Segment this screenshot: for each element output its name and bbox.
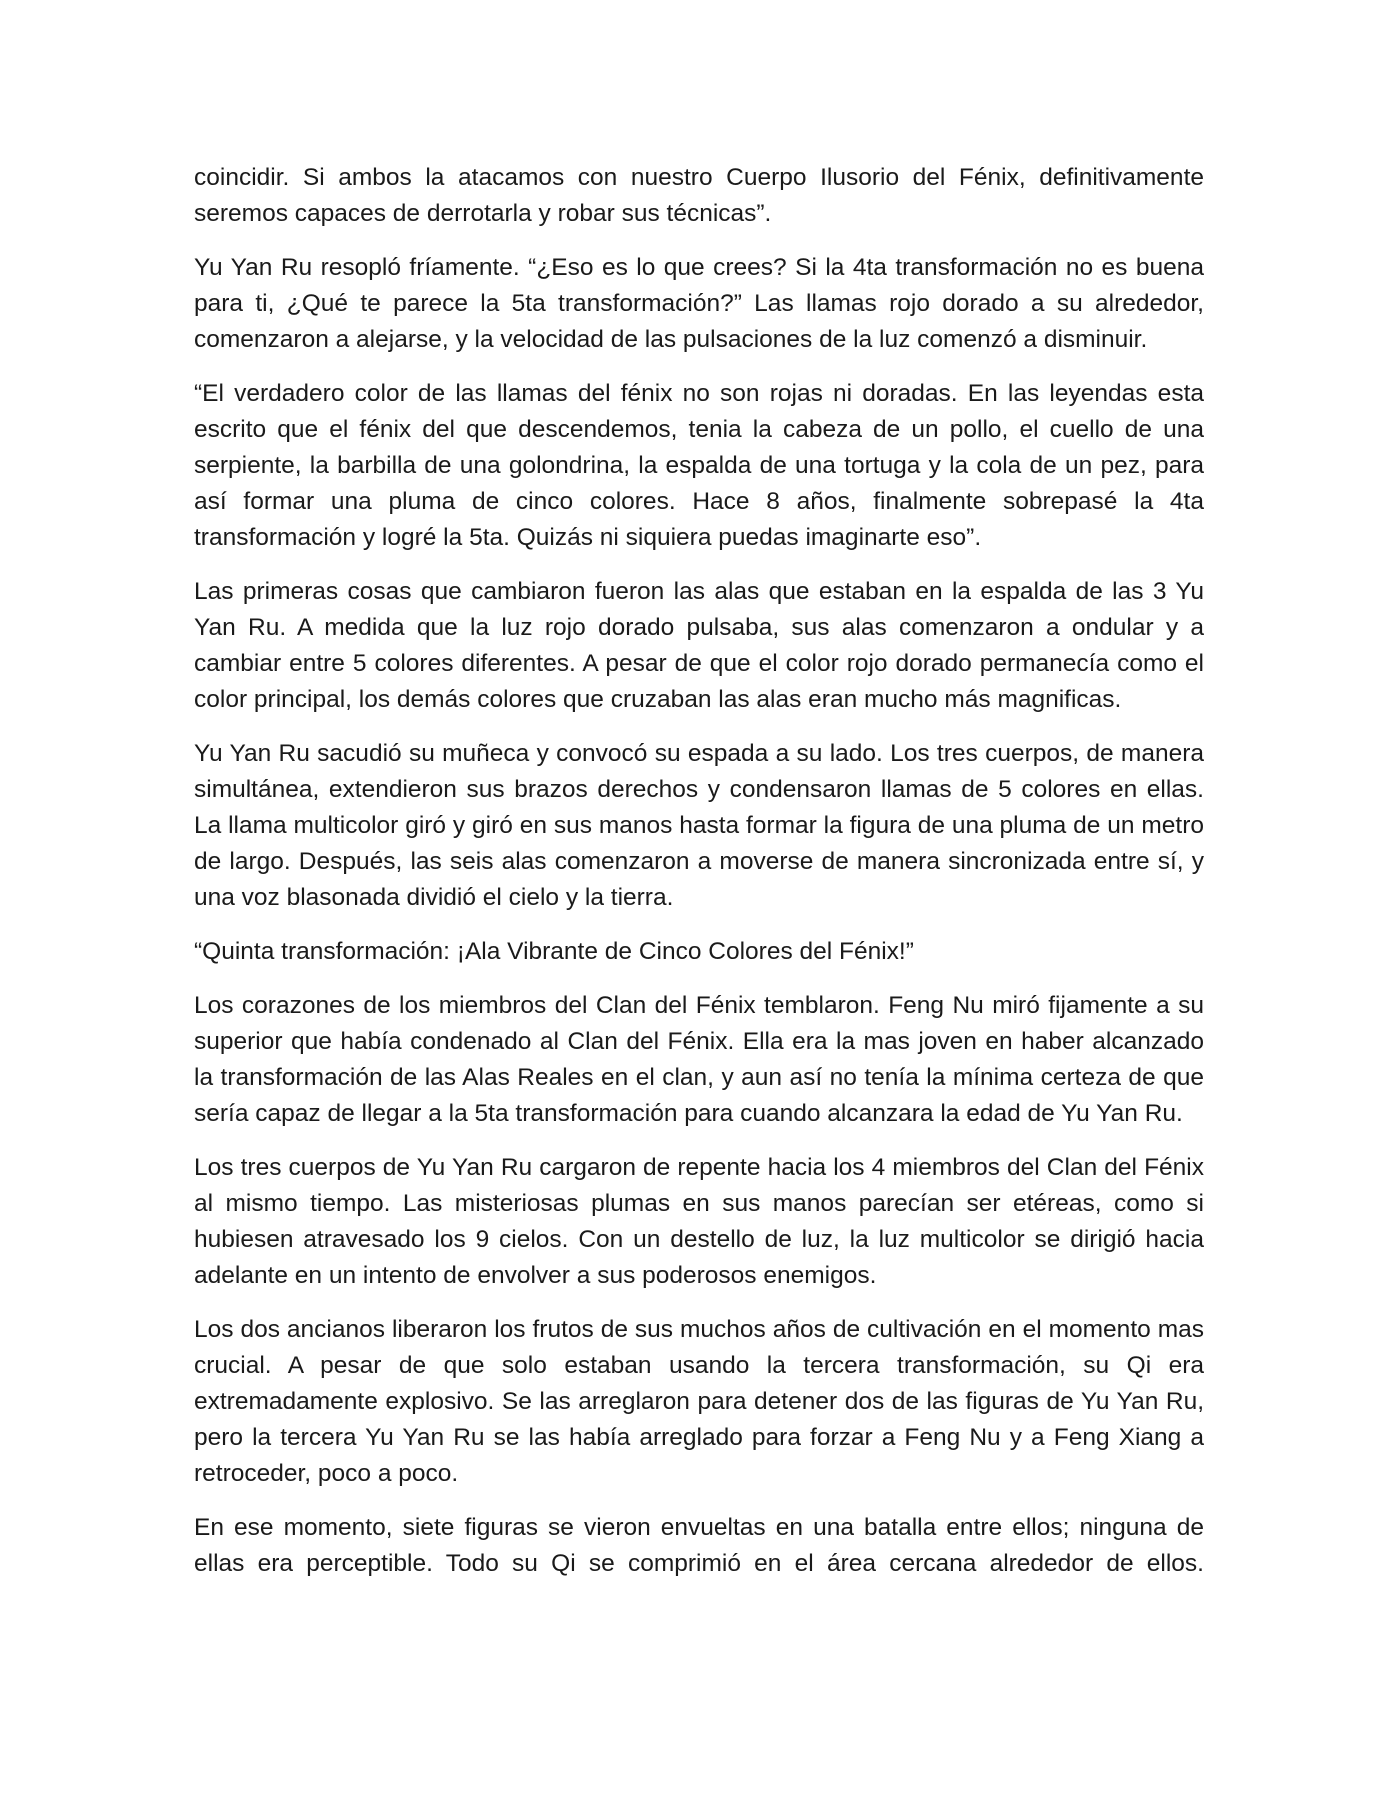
paragraph: En ese momento, siete figuras se vieron envueltas en una batalla entre ellos; ninguna de ellas era perceptible. Todo su Qi se comprimió en el área cercana alrededor de ellos. [194,1514,1204,1577]
paragraph: Yu Yan Ru resopló fríamente. “¿Eso es lo que crees? Si la 4ta transformación no es buena para ti, ¿Qué te parece la 5ta transformación?” Las llamas rojo dorado a su alrededor, comenzaron a alejarse, y la velocidad de las pulsaciones de la luz comenzó a disminuir. [194,254,1204,353]
paragraph: Las primeras cosas que cambiaron fueron las alas que estaban en la espalda de las 3 Yu Yan Ru. A medida que la luz rojo dorado pulsaba, sus alas comenzaron a ondular y a cambiar entre 5 colores diferentes. A pesar de que el color rojo dorado permanecía como el color principal, los demás colores que cruzaban las alas eran mucho más magnificas. [194,578,1204,713]
document-page [194,160,1204,1600]
paragraph: Los tres cuerpos de Yu Yan Ru cargaron de repente hacia los 4 miembros del Clan del Fénix al mismo tiempo. Las misteriosas plumas en sus manos parecían ser etéreas, como si hubiesen atravesado los 9 cielos. Con un destello de luz, la luz multicolor se dirigió hacia adelante en un intento de envolver a sus poderosos enemigos. [194,1154,1204,1289]
paragraph: Los dos ancianos liberaron los frutos de sus muchos años de cultivación en el momento mas crucial. A pesar de que solo estaban usando la tercera transformación, su Qi era extremadamente explosivo. Se las arreglaron para detener dos de las figuras de Yu Yan Ru, pero la tercera Yu Yan Ru se las había arreglado para forzar a Feng Nu y a Feng Xiang a retroceder, poco a poco. [194,1316,1204,1487]
paragraph: Yu Yan Ru sacudió su muñeca y convocó su espada a su lado. Los tres cuerpos, de manera simultánea, extendieron sus brazos derechos y condensaron llamas de 5 colores en ellas. La llama multicolor giró y giró en sus manos hasta formar la figura de una pluma de un metro de largo. Después, las seis alas comenzaron a moverse de manera sincronizada entre sí, y una voz blasonada dividió el cielo y la tierra. [194,740,1204,911]
paragraph: coincidir. Si ambos la atacamos con nuestro Cuerpo Ilusorio del Fénix, definitivamente seremos capaces de derrotarla y robar sus técnicas”. [194,164,1204,227]
paragraph: “El verdadero color de las llamas del fénix no son rojas ni doradas. En las leyendas esta escrito que el fénix del que descendemos, tenia la cabeza de un pollo, el cuello de una serpiente, la barbilla de una golondrina, la espalda de una tortuga y la cola de un pez, para así formar una pluma de cinco colores. Hace 8 años, finalmente sobrepasé la 4ta transformación y logré la 5ta. Quizás ni siquiera puedas imaginarte eso”. [194,380,1204,551]
paragraph: Los corazones de los miembros del Clan del Fénix temblaron. Feng Nu miró fijamente a su superior que había condenado al Clan del Fénix. Ella era la mas joven en haber alcanzado la transformación de las Alas Reales en el clan, y aun así no tenía la mínima certeza de que sería capaz de llegar a la 5ta transformación para cuando alcanzara la edad de Yu Yan Ru. [194,992,1204,1127]
paragraph: “Quinta transformación: ¡Ala Vibrante de Cinco Colores del Fénix!” [194,938,914,965]
